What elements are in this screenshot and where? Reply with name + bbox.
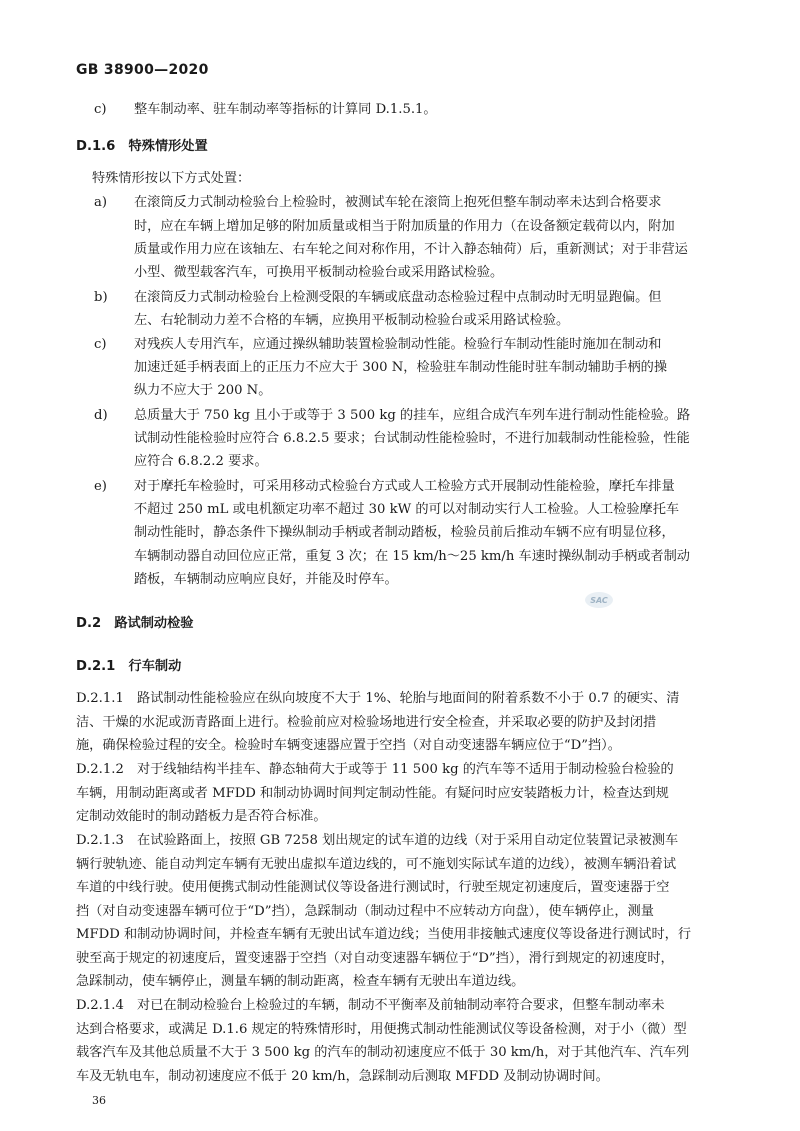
paragraph-line: D.2.1.3 在试验路面上，按照 GB 7258 划出规定的试车道的边线（对于采用自动定位装置记录被测车 xyxy=(76,833,679,848)
paragraph-line: 纵力不应大于 200 N。 xyxy=(134,383,272,398)
paragraph-line: 车辆制动器自动回位应正常，重复 3 次；在 15 km/h～25 km/h 车速时操纵制动手柄或者制动 xyxy=(134,549,690,564)
paragraph-line: 达到合格要求，或满足 D.1.6 规定的特殊情形时，用便携式制动性能测试仪等设备检测，对于小（微）型 xyxy=(76,1022,687,1037)
list-marker: c) xyxy=(94,337,107,352)
watermark-text: SAC xyxy=(590,596,608,605)
paragraph-line: 整车制动率、驻车制动率等指标的计算同 D.1.5.1。 xyxy=(134,102,437,117)
paragraph-line: 挡（对自动变速器车辆可位于“D”挡），急踩制动（制动过程中不应转动方向盘），使车辆停止，测量 xyxy=(76,904,654,919)
paragraph-line: 试制动性能检验时应符合 6.8.2.5 要求；台试制动性能检验时，不进行加载制动性能检验，性能 xyxy=(134,431,690,446)
paragraph-line: 驶至高于规定的初速度后，置变速器于空挡（对自动变速器车辆位于“D”挡），滑行到规定的初速度时， xyxy=(76,951,674,966)
paragraph-line: 定制动效能时的制动踏板力是否符合标准。 xyxy=(76,809,327,824)
paragraph-line: 车及无轨电车，制动初速度应不低于 20 km/h，急踩制动后测取 MFDD 及制动协调时间。 xyxy=(76,1069,609,1084)
paragraph-line: D.2.1.2 对于线轴结构半挂车、静态轴荷大于或等于 11 500 kg 的汽车等不适用于制动检验台检验的 xyxy=(76,762,674,777)
list-marker: e) xyxy=(94,479,107,494)
paragraph-line: 制动性能时，静态条件下操纵制动手柄或者制动踏板，检验员前后推动车辆不应有明显位移， xyxy=(134,525,675,540)
paragraph-line: 在滚筒反力式制动检验台上检测受限的车辆或底盘动态检验过程中点制动时无明显跑偏。但 xyxy=(134,290,662,305)
section-heading-d16: D.1.6 特殊情形处置 xyxy=(76,139,208,154)
paragraph-line: 质量或作用力应在该轴左、右车轮之间对称作用，不计入静态轴荷）后，重新测试；对于非营运 xyxy=(134,242,688,257)
list-marker: a) xyxy=(94,195,108,210)
list-marker: d) xyxy=(94,408,108,423)
paragraph-line: D.2.1.4 对已在制动检验台上检验过的车辆，制动不平衡率及前轴制动率符合要求，但整车制动率未 xyxy=(76,998,665,1013)
paragraph-line: 小型、微型载客汽车，可换用平板制动检验台或采用路试检验。 xyxy=(134,265,504,280)
paragraph-line: 左、右轮制动力差不合格的车辆，应换用平板制动检验台或采用路试检验。 xyxy=(134,313,570,328)
page-number: 36 xyxy=(92,1094,106,1107)
paragraph-line: 载客汽车及其他总质量不大于 3 500 kg 的汽车的制动初速度应不低于 30 km/h，对于其他汽车、汽车列 xyxy=(76,1045,690,1060)
list-marker: c) xyxy=(94,102,107,117)
paragraph-line: 特殊情形按以下方式处置： xyxy=(92,171,251,186)
standard-code-header: GB 38900—2020 xyxy=(76,62,209,78)
sac-watermark-icon xyxy=(584,591,614,609)
paragraph-line: 洁、干燥的水泥或沥青路面上进行。检验前应对检验场地进行安全检查，并采取必要的防护及封闭措 xyxy=(76,715,657,730)
paragraph-line: MFDD 和制动协调时间，并检查车辆有无驶出试车道边线；当使用非接触式速度仪等设备进行测试时，行 xyxy=(76,927,692,942)
paragraph-line: 辆行驶轨迹、能自动判定车辆有无驶出虚拟车道边线的，可不施划实际试车道的边线），被测车辆沿着试 xyxy=(76,857,677,872)
paragraph-line: 加速迁延手柄表面上的正压力不应大于 300 N，检验驻车制动性能时驻车制动辅助手柄的操 xyxy=(134,360,668,375)
paragraph-line: D.2.1.1 路试制动性能检验应在纵向坡度不大于 1%、轮胎与地面间的附着系数不小于 0.7 的硬实、清 xyxy=(76,691,680,706)
paragraph-line: 踏板，车辆制动应响应良好，并能及时停车。 xyxy=(134,572,398,587)
paragraph-line: 应符合 6.8.2.2 要求。 xyxy=(134,454,268,469)
section-heading-d21: D.2.1 行车制动 xyxy=(76,659,182,674)
paragraph-line: 总质量大于 750 kg 且小于或等于 3 500 kg 的挂车，应组合成汽车列车进行制动性能检验。路 xyxy=(134,408,691,423)
paragraph-line: 对残疾人专用汽车，应通过操纵辅助装置检验制动性能。检验行车制动性能时施加在制动和 xyxy=(134,337,662,352)
paragraph-line: 不超过 250 mL 或电机额定功率不超过 30 kW 的可以对制动实行人工检验。人工检验摩托车 xyxy=(134,502,680,517)
list-marker: b) xyxy=(94,290,108,305)
paragraph-line: 车道的中线行驶。使用便携式制动性能测试仪等设备进行测试时，行驶至规定初速度后，置变速器于空 xyxy=(76,880,670,895)
paragraph-line: 时，应在车辆上增加足够的附加质量或相当于附加质量的作用力（在设备额定载荷以内，附加 xyxy=(134,219,675,234)
paragraph-line: 对于摩托车检验时，可采用移动式检验台方式或人工检验方式开展制动性能检验，摩托车排量 xyxy=(134,479,675,494)
section-heading-d2: D.2 路试制动检验 xyxy=(76,616,194,631)
paragraph-line: 急踩制动，使车辆停止，测量车辆的制动距离，检查车辆有无驶出车道边线。 xyxy=(76,974,525,989)
paragraph-line: 车辆，用制动距离或者 MFDD 和制动协调时间判定制动性能。有疑问时应安装踏板力计，检查达到规 xyxy=(76,786,669,801)
paragraph-line: 在滚筒反力式制动检验台上检验时，被测试车轮在滚筒上抱死但整车制动率未达到合格要求 xyxy=(134,195,662,210)
paragraph-line: 施，确保检验过程的安全。检验时车辆变速器应置于空挡（对自动变速器车辆应位于“D”挡）。 xyxy=(76,738,621,753)
